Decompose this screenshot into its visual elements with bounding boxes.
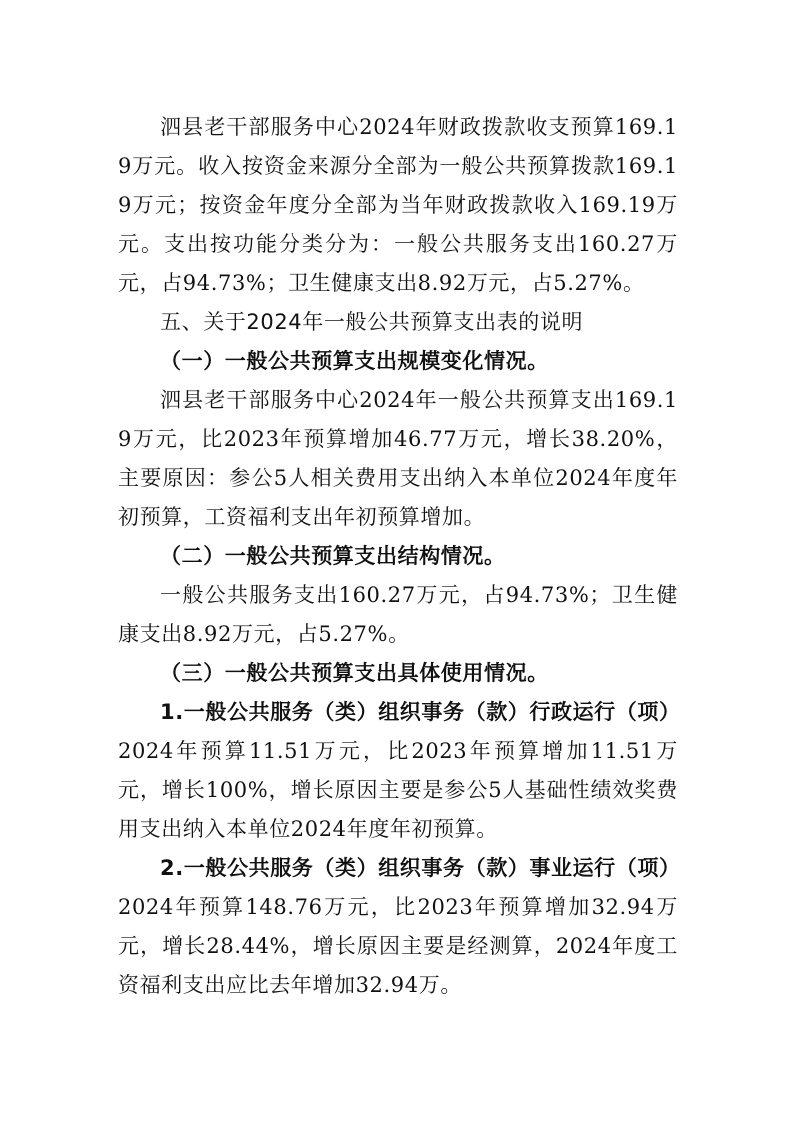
subsection-3-heading: （三）一般公共预算支出具体使用情况。 [160,661,549,685]
paragraph-item-2 [118,849,681,1005]
paragraph-structure: 一般公共服务支出160.27万元，占94.73%；卫生健康支出8.92万元，占5.27%。 [118,583,678,646]
paragraph-budget-summary: 泗县老干部服务中心2024年财政拨款收支预算169.19万元。收入按资金来源分全部为一般公共预算拨款169.19万元；按资金年度分全部为当年财政拨款收入169.19万元。支出按功能分类分为：一般公共服务支出160.27万元，占94.73%；卫生健康支出8.92万元，占5.27%。 [118,115,678,295]
item-1-lead: 1.一般公共服务（类）组织事务（款）行政运行（项） [160,700,681,724]
item-2-lead: 2.一般公共服务（类）组织事务（款）事业运行（项） [160,856,681,880]
subsection-1-heading: （一）一般公共预算支出规模变化情况。 [160,349,549,373]
section-5-heading: 五、关于2024年一般公共预算支出表的说明 [160,310,584,334]
document-body [118,108,681,1005]
paragraph-scale-change: 泗县老干部服务中心2024年一般公共预算支出169.19万元，比2023年预算增加46.77万元，增长38.20%，主要原因：参公5人相关费用支出纳入本单位2024年度年初预算，工资福利支出年初预算增加。 [118,388,678,529]
item-1-text: 2024年预算11.51万元，比2023年预算增加11.51万元，增长100%，增长原因主要是参公5人基础性绩效奖费用支出纳入本单位2024年度年初预算。 [118,739,678,841]
paragraph-item-1 [118,693,681,849]
subsection-2-heading: （二）一般公共预算支出结构情况。 [160,544,506,568]
item-2-text: 2024年预算148.76万元，比2023年预算增加32.94万元，增长28.44%，增长原因主要是经测算，2024年度工资福利支出应比去年增加32.94万。 [118,895,678,997]
